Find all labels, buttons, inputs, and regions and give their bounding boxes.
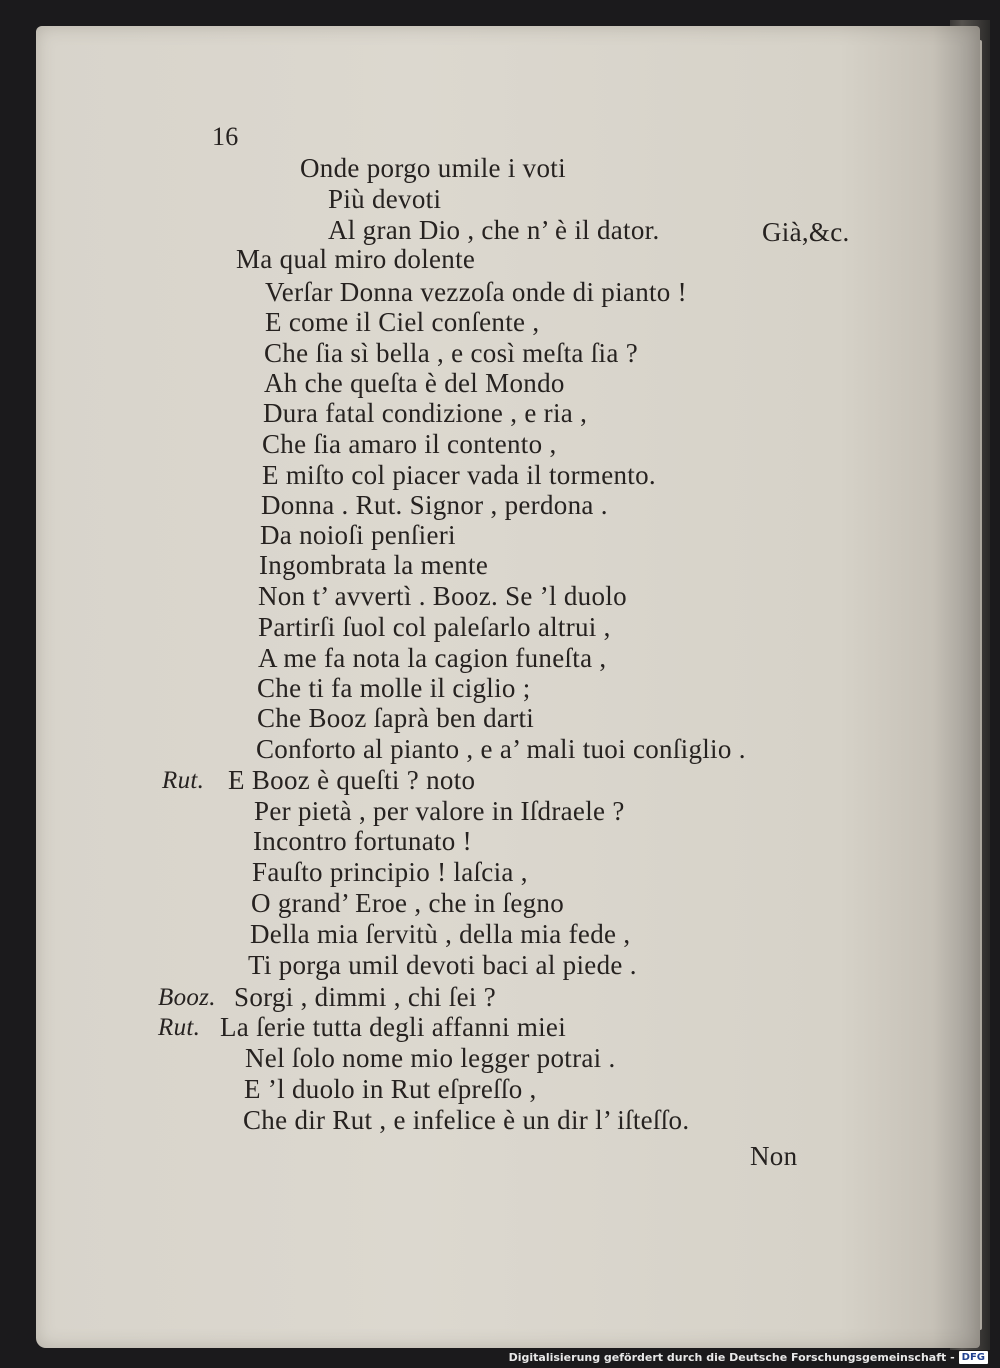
verse-line: Ti porga umil devoti baci al piede . <box>248 950 637 980</box>
verse-line: Sorgi , dimmi , chi ſei ? <box>234 982 496 1012</box>
speaker-label: Rut. <box>162 767 205 794</box>
verse-line: Al gran Dio , che n’ è il dator. <box>328 215 660 245</box>
verse-line: La ſerie tutta degli affanni miei <box>220 1012 567 1042</box>
verse-line: O grand’ Eroe , che in ſegno <box>251 888 565 918</box>
verse-line: Partirſi ſuol col paleſarlo altrui , <box>258 612 611 642</box>
verse-line: Ingombrata la mente <box>259 550 489 580</box>
verse-line: Che ſia sì bella , e così meſta ſia ? <box>264 338 638 368</box>
verse-line: Verſar Donna vezzoſa onde di pianto ! <box>265 277 687 307</box>
verse-line: E Booz è queſti ? noto <box>228 765 476 795</box>
speaker-label: Booz. <box>158 984 216 1011</box>
verse-line: E come il Ciel conſente , <box>265 307 540 337</box>
digitization-credit <box>509 1351 988 1364</box>
verse-line: Della mia ſervitù , della mia fede , <box>250 919 631 949</box>
verse-line: Nel ſolo nome mio legger potrai . <box>245 1043 616 1073</box>
verse-line: Fauſto principio ! laſcia , <box>252 857 528 887</box>
page-number: 16 <box>212 122 239 151</box>
verse-line: Per pietà , per valore in Iſdraele ? <box>254 796 625 826</box>
verse-line: Donna . Rut. Signor , perdona . <box>261 490 608 520</box>
verse-line: Che ſia amaro il contento , <box>262 429 557 459</box>
verse-line: Ma qual miro dolente <box>236 244 476 274</box>
verse-line: Non t’ avvertì . Booz. Se ’l duolo <box>258 581 627 611</box>
credit-text: Digitalisierung gefördert durch die Deutsche Forschungsgemeinschaft - <box>508 1351 955 1364</box>
verse-line: Che Booz ſaprà ben darti <box>257 703 535 733</box>
verse-line: Incontro fortunato ! <box>253 826 472 856</box>
refrain-cue: Già,&c. <box>762 217 850 247</box>
verse-line: Ah che queſta è del Mondo <box>264 368 565 398</box>
verse-line: Che ti fa molle il ciglio ; <box>257 673 531 703</box>
verse-line: E ’l duolo in Rut eſpreſſo , <box>244 1074 537 1104</box>
verse-line: Dura fatal condizione , e ria , <box>263 398 588 428</box>
verse-line: Conforto al pianto , e a’ mali tuoi conſiglio . <box>256 734 746 764</box>
verse-line: E miſto col piacer vada il tormento. <box>262 460 656 490</box>
speaker-label: Rut. <box>158 1014 201 1041</box>
dfg-logo-icon: DFG <box>959 1351 988 1364</box>
verse-line: Onde porgo umile i voti <box>300 153 566 183</box>
verse-line: Da noioſi penſieri <box>260 520 456 550</box>
verse-line: Che dir Rut , e infelice è un dir l’ iſteſſo. <box>243 1105 690 1135</box>
catchword: Non <box>750 1141 798 1171</box>
verse-line: Più devoti <box>328 184 442 214</box>
verse-line: A me fa nota la cagion funeſta , <box>258 643 607 673</box>
